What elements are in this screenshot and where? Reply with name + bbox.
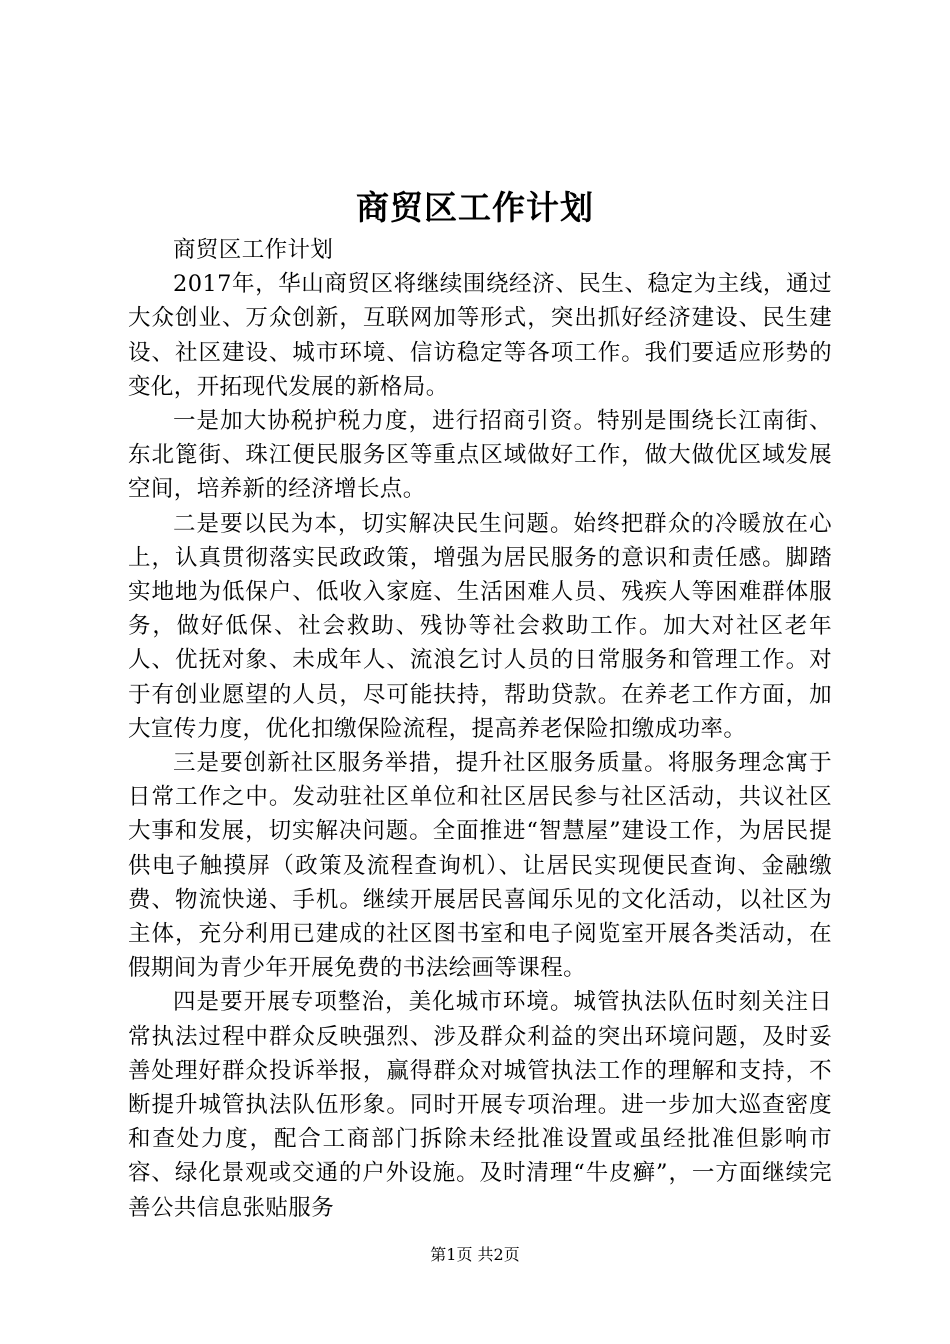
paragraph-intro: 2017年，华山商贸区将继续围绕经济、民生、稳定为主线，通过大众创业、万众创新，互联网加等形式，突出抓好经济建设、民生建设、社区建设、城市环境、信访稳定等各项工作。我们要适应形势的变化，开拓现代发展的新格局。: [128, 271, 832, 400]
paragraph-item-two: 二是要以民为本，切实解决民生问题。始终把群众的冷暖放在心上，认真贯彻落实民政政策，增强为居民服务的意识和责任感。脚踏实地地为低保户、低收入家庭、生活困难人员、残疾人等困难群体服务，做好低保、社会救助、残协等社会救助工作。加大对社区老年人、优抚对象、未成年人、流浪乞讨人员的日常服务和管理工作。对于有创业愿望的人员，尽可能扶持，帮助贷款。在养老工作方面，加大宣传力度，优化扣缴保险流程，提高养老保险扣缴成功率。: [128, 510, 832, 742]
paragraph-item-three: 三是要创新社区服务举措，提升社区服务质量。将服务理念寓于日常工作之中。发动驻社区单位和社区居民参与社区活动，共议社区大事和发展，切实解决问题。全面推进“智慧屋”建设工作，为居民提供电子触摸屏（政策及流程查询机）、让居民实现便民查询、金融缴费、物流快递、手机。继续开展居民喜闻乐见的文化活动，以社区为主体，充分利用已建成的社区图书室和电子阅览室开展各类活动，在假期间为青少年开展免费的书法绘画等课程。: [128, 750, 832, 982]
paragraph-heading: 商贸区工作计划: [173, 237, 334, 263]
page-footer: 第1页 共2页: [430, 1245, 520, 1264]
paragraph-item-four: 四是要开展专项整治，美化城市环境。城管执法队伍时刻关注日常执法过程中群众反映强烈、涉及群众利益的突出环境问题，及时妥善处理好群众投诉举报，赢得群众对城管执法工作的理解和支持，不断提升城管执法队伍形象。同时开展专项治理。进一步加大巡查密度和查处力度，配合工商部门拆除未经批准设置或虽经批准但影响市容、绿化景观或交通的户外设施。及时清理“牛皮癣”，一方面继续完善公共信息张贴服务: [128, 989, 832, 1221]
document-body: [128, 233, 832, 1225]
paragraph-item-one: 一是加大协税护税力度，进行招商引资。特别是围绕长江南街、东北篦街、珠江便民服务区等重点区域做好工作，做大做优区域发展空间，培养新的经济增长点。: [128, 408, 832, 503]
document-title: 商贸区工作计划: [356, 188, 594, 227]
